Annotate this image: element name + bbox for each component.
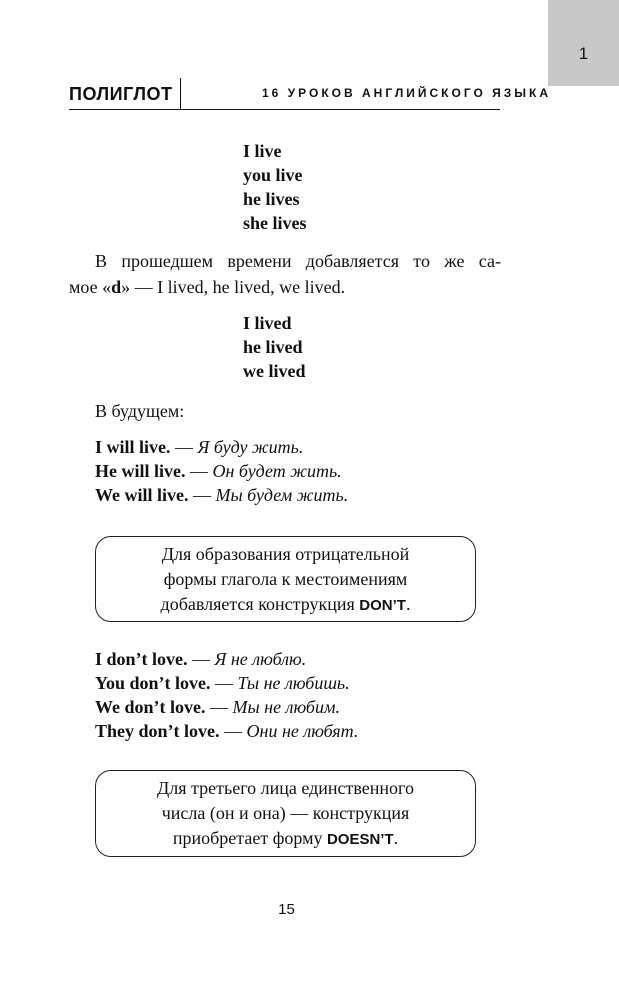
- bold-letter: d: [111, 277, 122, 297]
- brand-logo: ПОЛИГЛОТ: [69, 84, 173, 104]
- present-form: he lives: [243, 189, 300, 209]
- running-header-title: 16 УРОКОВ АНГЛИЙСКОГО ЯЗЫКА: [262, 86, 552, 100]
- chapter-number: 1: [578, 44, 589, 63]
- present-form: you live: [243, 165, 303, 185]
- page-number: 15: [278, 901, 295, 918]
- past-form: we lived: [243, 361, 306, 381]
- header-rule: [69, 109, 500, 110]
- past-form: he lived: [243, 337, 303, 357]
- rule-box-third-person: Для третьего лица единственного числа (он и она) — конструкция приобретает форму DOESN’T.: [95, 770, 476, 857]
- future-intro: В будущем:: [95, 401, 185, 421]
- past-form: I lived: [243, 313, 292, 333]
- example-row: We will live. — Мы будем жить.: [95, 485, 349, 505]
- keyword-dont: DON’T: [359, 597, 406, 614]
- example-row: You don’t love. — Ты не любишь.: [95, 673, 350, 693]
- past-forms-list: [243, 311, 306, 383]
- paragraph-line: мое «d» — I lived, he lived, we lived.: [69, 277, 346, 297]
- example-row: We don’t love. — Мы не любим.: [95, 697, 340, 717]
- paragraph-line: В прошедшем времени добавляется то же са-: [95, 251, 501, 271]
- present-forms-list: [243, 139, 307, 235]
- example-row: I will live. — Я буду жить.: [95, 437, 304, 457]
- future-examples: [95, 435, 348, 507]
- present-form: I live: [243, 141, 282, 161]
- past-tense-paragraph: [69, 248, 501, 300]
- header-divider: [180, 78, 181, 109]
- keyword-doesnt: DOESN’T: [326, 831, 394, 848]
- example-row: They don’t love. — Они не любят.: [95, 721, 359, 741]
- chapter-tab: [548, 0, 619, 86]
- example-row: He will live. — Он будет жить.: [95, 461, 342, 481]
- example-row: I don’t love. — Я не люблю.: [95, 649, 307, 669]
- present-form: she lives: [243, 213, 307, 233]
- rule-box-negative: Для образования отрицательной формы глагола к местоимениям добавляется конструкция DON’T.: [95, 536, 476, 622]
- negative-examples: [95, 647, 358, 743]
